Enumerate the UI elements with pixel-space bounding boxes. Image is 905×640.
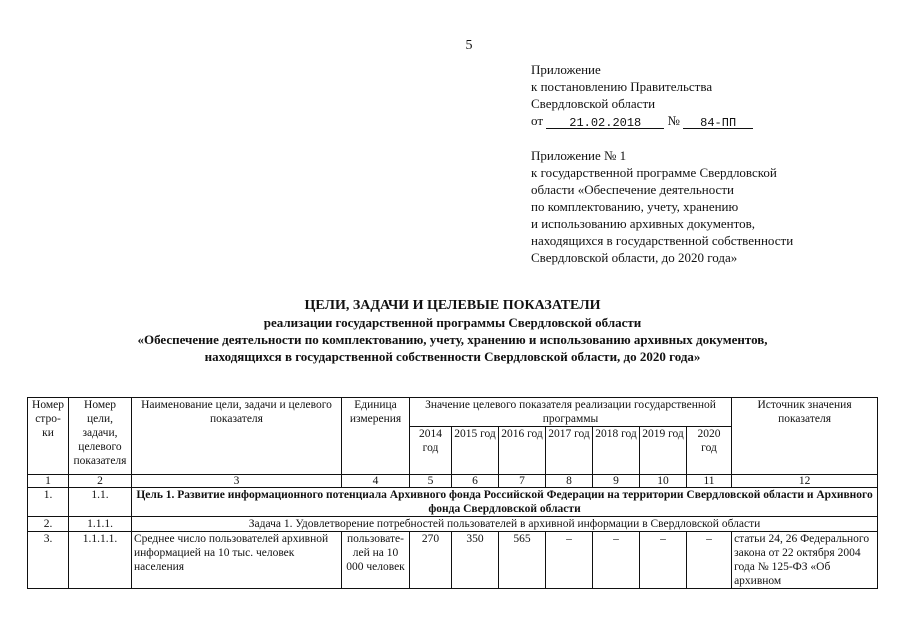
header-goal-number: Номер цели, задачи, целевого показателя (69, 398, 132, 475)
goal-number: 1.1. (69, 488, 132, 517)
indicator-source: статьи 24, 26 Федерального закона от 22 октября 2004 года № 125-ФЗ «Об архивном (732, 532, 878, 589)
indicator-name: Среднее число пользователей архивной информацией на 10 тыс. человек населения (132, 532, 342, 589)
decree-date: 21.02.2018 (569, 116, 642, 130)
table-row (28, 488, 878, 517)
appendix-line: к постановлению Правительства (531, 79, 713, 94)
column-number: 12 (732, 475, 878, 488)
appendix-1-line: области «Обеспечение деятельности (531, 182, 734, 197)
header-value-group: Значение целевого показателя реализации государственной программы (410, 398, 732, 427)
indicator-value: – (593, 532, 640, 589)
table-row (28, 517, 878, 532)
column-number: 5 (410, 475, 452, 488)
column-number: 7 (499, 475, 546, 488)
header-row (28, 398, 878, 427)
decree-number-field (683, 113, 753, 129)
indicators-table (27, 397, 878, 589)
table-row (28, 532, 878, 589)
header-year: 2020 год (687, 427, 732, 475)
title-line: реализации государственной программы Свердловской области (263, 315, 642, 330)
indicator-value: – (640, 532, 687, 589)
goal-text: Цель 1. Развитие информационного потенциала Архивного фонда Российской Федерации на территории Свердловской области и Архивного фонда Свердловской области (132, 488, 878, 517)
column-number: 6 (452, 475, 499, 488)
header-year: 2014 год (410, 427, 452, 475)
column-number: 9 (593, 475, 640, 488)
row-number: 1. (28, 488, 69, 517)
page-number: 5 (465, 38, 473, 53)
header-year: 2017 год (546, 427, 593, 475)
title-line: находящихся в государственной собственности Свердловской области, до 2020 года» (204, 349, 701, 364)
appendix-1-block (531, 147, 793, 266)
column-number: 2 (69, 475, 132, 488)
column-number: 4 (342, 475, 410, 488)
indicator-unit: пользовате-лей на 10 000 человек (342, 532, 410, 589)
number-prefix: № (667, 113, 680, 128)
document-title (0, 297, 905, 365)
appendix-line: Свердловской области (531, 96, 656, 111)
column-number: 3 (132, 475, 342, 488)
appendix-line: Приложение (531, 62, 601, 77)
indicator-value: – (687, 532, 732, 589)
task-text: Задача 1. Удовлетворение потребностей пользователей в архивной информации в Свердловской области (132, 517, 878, 532)
task-number: 1.1.1. (69, 517, 132, 532)
column-number: 1 (28, 475, 69, 488)
header-source: Источник значения показателя (732, 398, 878, 475)
title-line: «Обеспечение деятельности по комплектованию, учету, хранению и использованию архивных документов, (137, 332, 768, 347)
header-year: 2019 год (640, 427, 687, 475)
appendix-1-line: находящихся в государственной собственности (531, 233, 794, 248)
decree-date-line (531, 112, 753, 129)
decree-date-field (546, 113, 664, 129)
appendix-1-line: Свердловской области, до 2020 года» (531, 250, 738, 265)
header-name: Наименование цели, задачи и целевого показателя (132, 398, 342, 475)
header-year: 2016 год (499, 427, 546, 475)
indicator-value: 270 (410, 532, 452, 589)
row-number: 2. (28, 517, 69, 532)
column-numbers-row (28, 475, 878, 488)
indicator-value: 565 (499, 532, 546, 589)
appendix-1-line: Приложение № 1 (531, 148, 627, 163)
header-unit: Единица измерения (342, 398, 410, 475)
appendix-header (531, 61, 753, 129)
column-number: 11 (687, 475, 732, 488)
indicator-value: – (546, 532, 593, 589)
date-prefix: от (531, 113, 544, 128)
decree-number: 84-ПП (700, 116, 737, 130)
column-number: 10 (640, 475, 687, 488)
appendix-1-line: и использованию архивных документов, (531, 216, 756, 231)
header-row-number: Номер стро-ки (28, 398, 69, 475)
appendix-1-line: к государственной программе Свердловской (531, 165, 777, 180)
title-line: ЦЕЛИ, ЗАДАЧИ И ЦЕЛЕВЫЕ ПОКАЗАТЕЛИ (304, 298, 601, 313)
indicator-value: 350 (452, 532, 499, 589)
appendix-1-line: по комплектованию, учету, хранению (531, 199, 739, 214)
header-year: 2015 год (452, 427, 499, 475)
header-year: 2018 год (593, 427, 640, 475)
column-number: 8 (546, 475, 593, 488)
indicator-number: 1.1.1.1. (69, 532, 132, 589)
row-number: 3. (28, 532, 69, 589)
